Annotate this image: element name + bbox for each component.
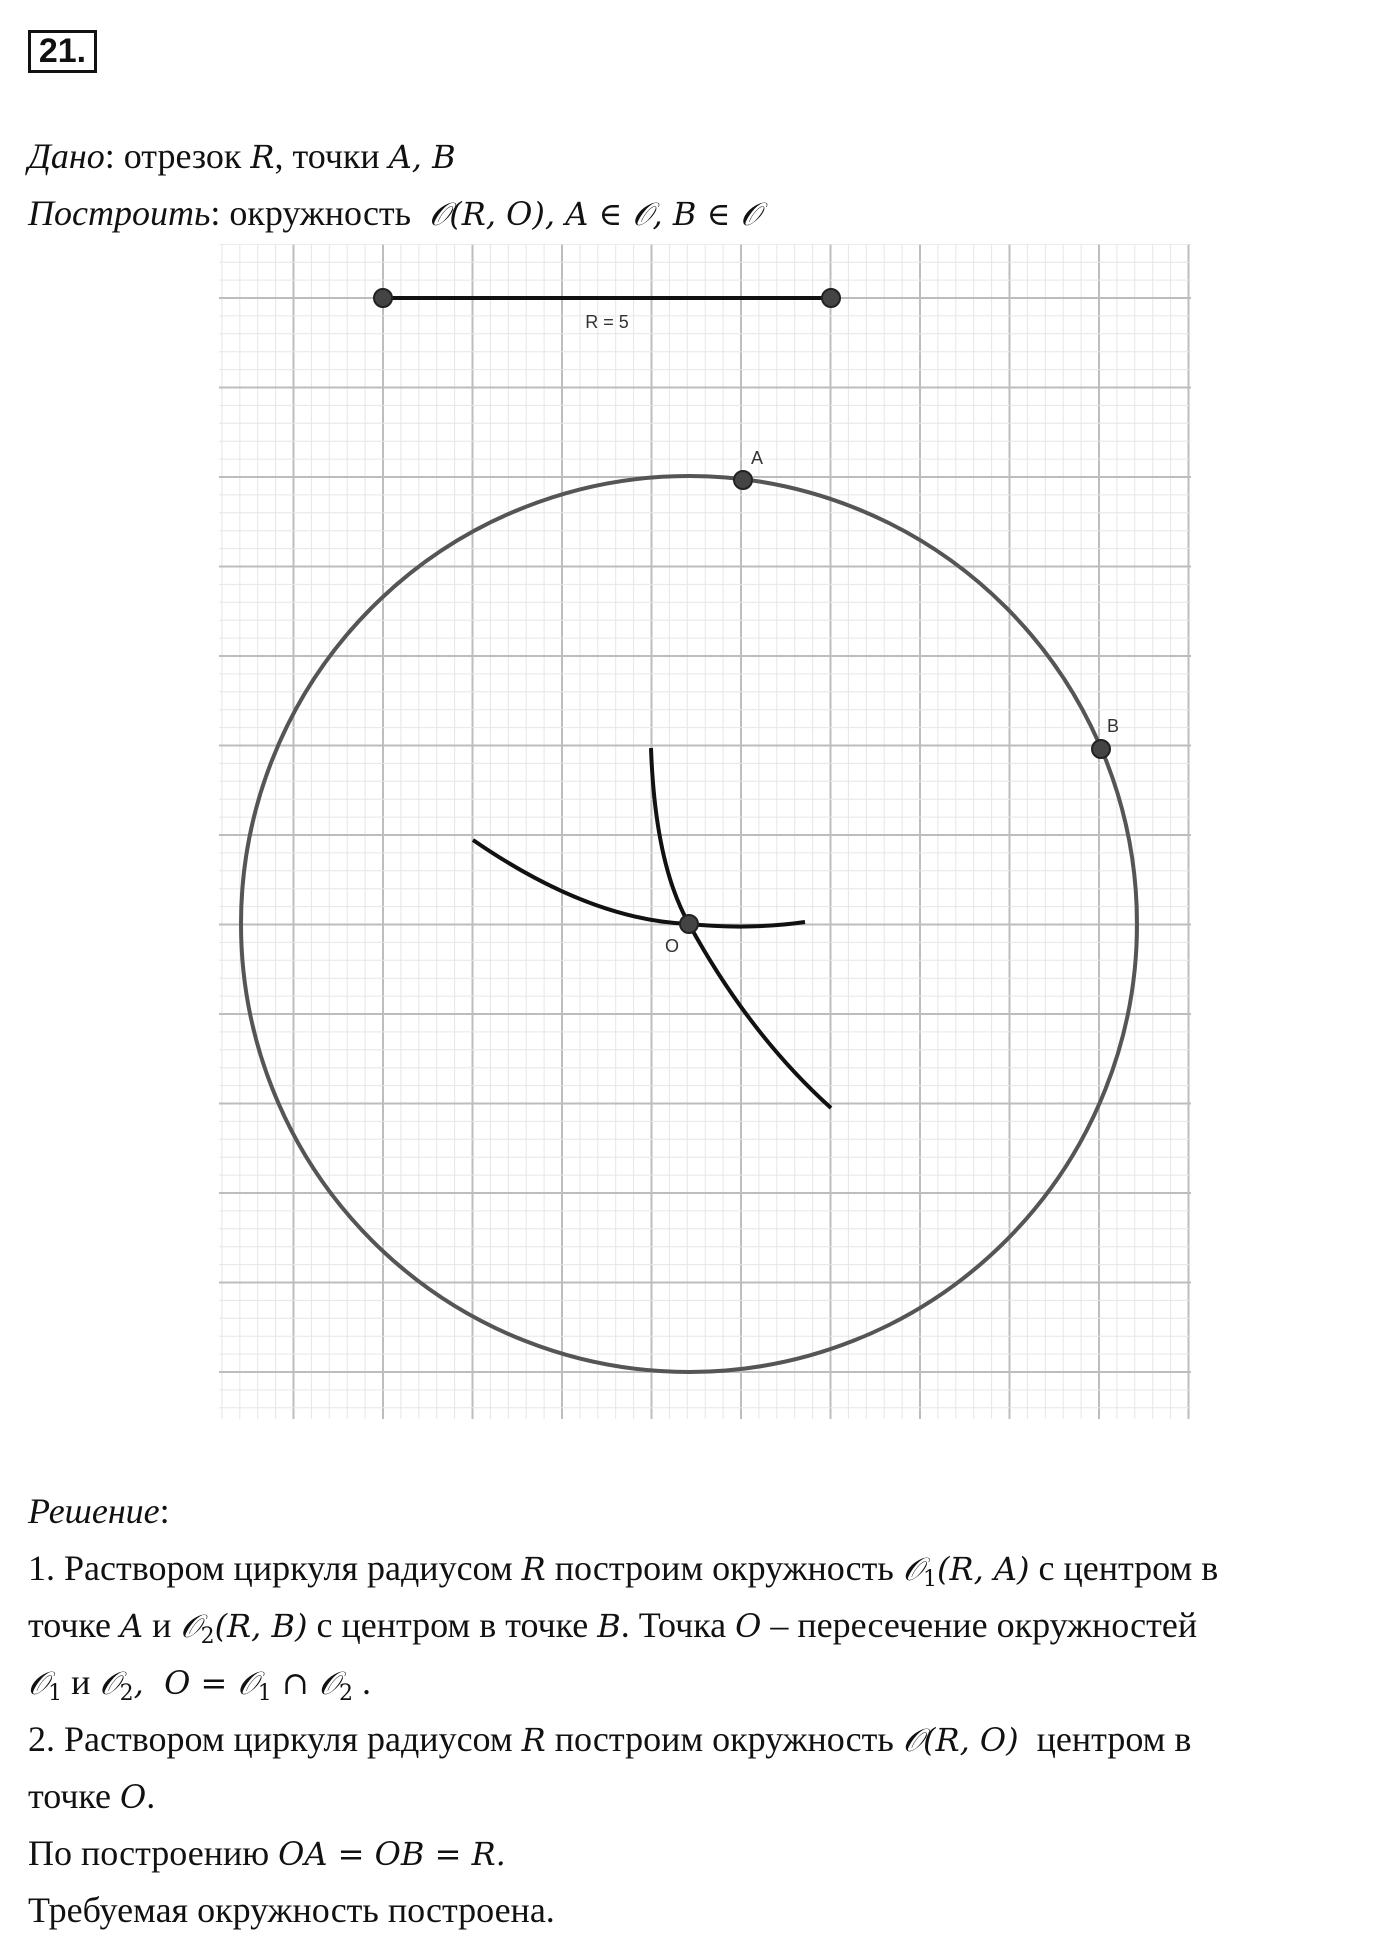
point-b (1092, 740, 1110, 758)
construct-line: Построить: окружность 𝒪(R, O), A ∈ 𝒪, B ∈ 𝒪 (28, 193, 761, 233)
solution-step2-line1: 2. Раствором циркуля радиусом R построим окружность 𝒪(R, O) центром в (28, 1719, 1192, 1759)
construct-label: Построить (28, 193, 211, 233)
solution-by-construction: По построению OA = OB = R. (28, 1833, 506, 1873)
segment-r-label: R = 5 (585, 312, 629, 332)
solution-step2-line2: точке O. (28, 1776, 156, 1816)
point-b-label: B (1107, 716, 1120, 736)
solution-conclusion: Требуемая окружность построена. (28, 1890, 555, 1930)
point-a (734, 471, 752, 489)
solution-step1-line1: 1. Раствором циркуля радиусом R построим окружность 𝒪$_1$(R, A) с центром в (28, 1548, 1219, 1592)
segment-r-end-point (822, 289, 840, 307)
solution-step1-line3: 𝒪$_1$ и 𝒪$_2$, O = 𝒪$_1$ ∩ 𝒪$_2$ . (28, 1662, 372, 1706)
solution-step1-line2: точке A и 𝒪$_2$(R, B) с центром в точке B. Точка O – пересечение окружностей (28, 1605, 1198, 1649)
segment-r-start-point (374, 289, 392, 307)
construction-figure (219, 244, 1191, 1419)
given-label: Дано (28, 136, 105, 176)
given-line: Дано: отрезок R, точки A, B (28, 136, 456, 176)
grid-paper (219, 244, 1191, 1419)
point-a-label: A (751, 448, 764, 468)
point-o-label: O (665, 936, 680, 956)
point-o (680, 915, 698, 933)
solution-heading: Решение: (28, 1491, 170, 1531)
problem-number: 21. (28, 30, 97, 73)
